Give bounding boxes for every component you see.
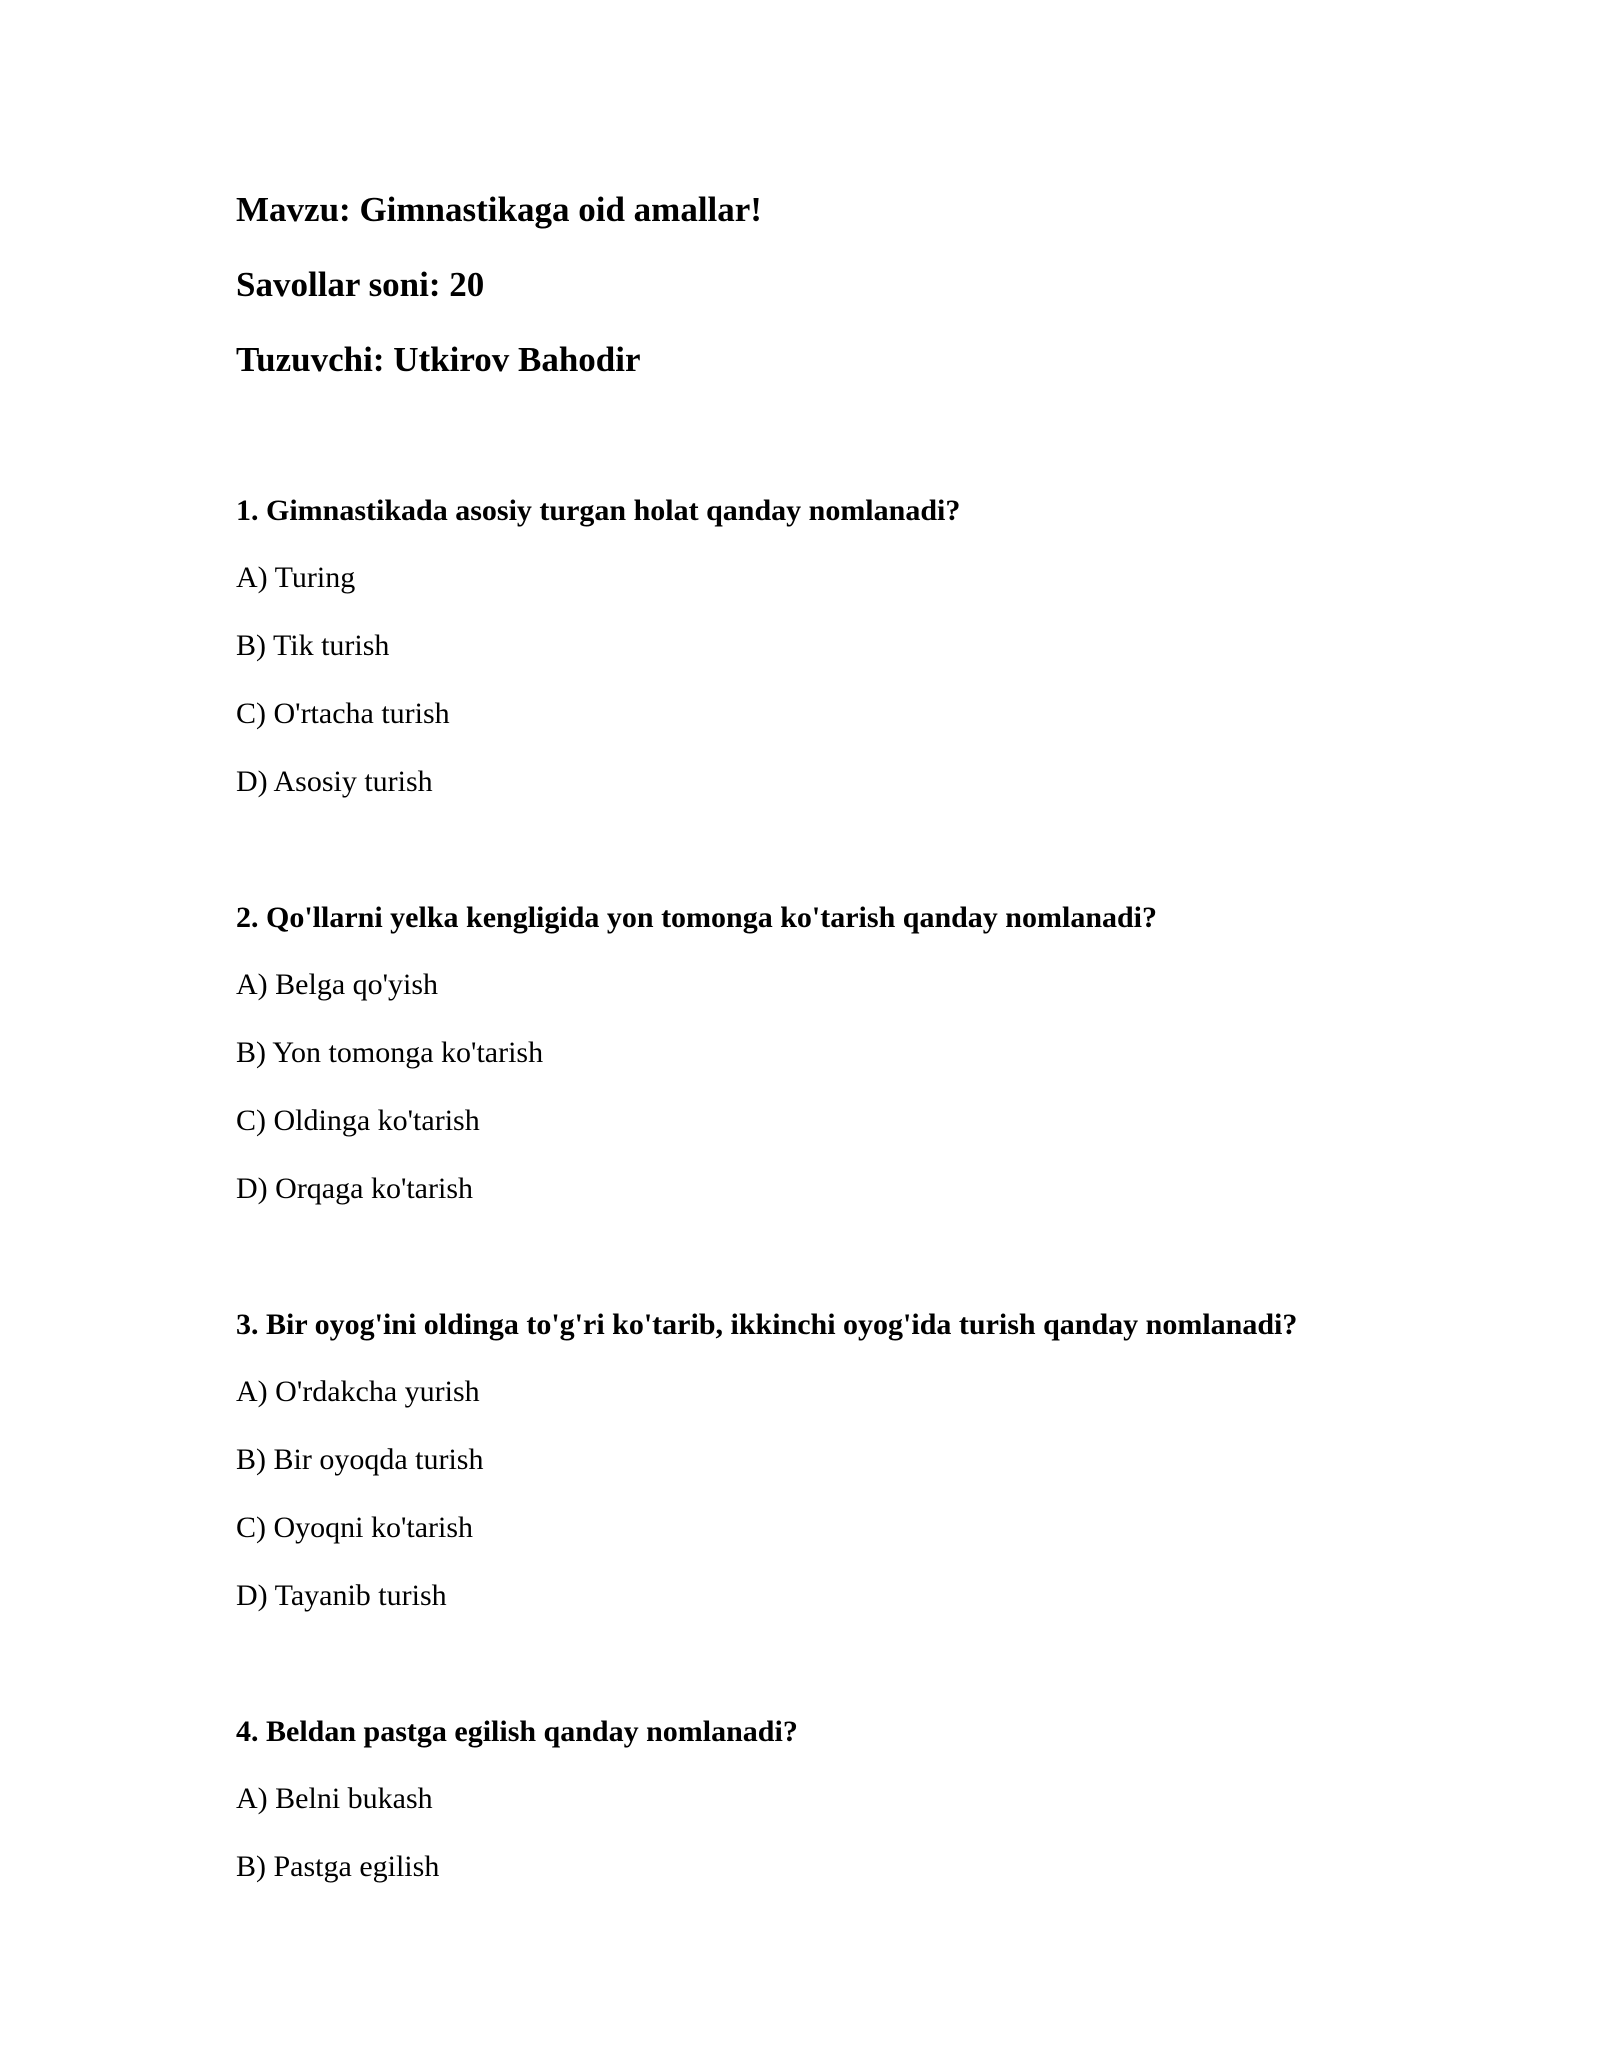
question-text: 4. Beldan pastga egilish qanday nomlanadi?: [236, 1715, 798, 1748]
answer-option-b: B) Tik turish: [236, 629, 390, 662]
topic-heading: Mavzu: Gimnastikaga oid amallar!: [236, 190, 762, 229]
answer-option-d: D) Orqaga ko'tarish: [236, 1172, 473, 1205]
author-heading: Tuzuvchi: Utkirov Bahodir: [236, 340, 641, 379]
answer-option-c: C) Oyoqni ko'tarish: [236, 1511, 474, 1544]
question-text: 2. Qo'llarni yelka kengligida yon tomonga ko'tarish qanday nomlanadi?: [236, 901, 1158, 934]
answer-option-b: B) Yon tomonga ko'tarish: [236, 1036, 544, 1069]
answer-option-a: A) O'rdakcha yurish: [236, 1375, 480, 1408]
question-text: 3. Bir oyog'ini oldinga to'g'ri ko'tarib, ikkinchi oyog'ida turish qanday nomlanadi?: [236, 1308, 1298, 1341]
question-block-4: [236, 1712, 1436, 1887]
answer-option-c: C) O'rtacha turish: [236, 697, 450, 730]
answer-option-d: D) Asosiy turish: [236, 765, 433, 798]
answer-option-b: B) Bir oyoqda turish: [236, 1443, 484, 1476]
answer-option-a: A) Belga qo'yish: [236, 968, 439, 1001]
answer-option-d: D) Tayanib turish: [236, 1579, 447, 1612]
question-count-heading: Savollar soni: 20: [236, 265, 485, 304]
question-block-1: [236, 491, 1436, 802]
answer-option-b: B) Pastga egilish: [236, 1850, 440, 1883]
question-block-3: [236, 1305, 1436, 1616]
question-text: 1. Gimnastikada asosiy turgan holat qanday nomlanadi?: [236, 494, 961, 527]
document-content: [236, 186, 1436, 1887]
answer-option-a: A) Turing: [236, 561, 356, 594]
answer-option-c: C) Oldinga ko'tarish: [236, 1104, 480, 1137]
question-block-2: [236, 898, 1436, 1209]
answer-option-a: A) Belni bukash: [236, 1782, 433, 1815]
